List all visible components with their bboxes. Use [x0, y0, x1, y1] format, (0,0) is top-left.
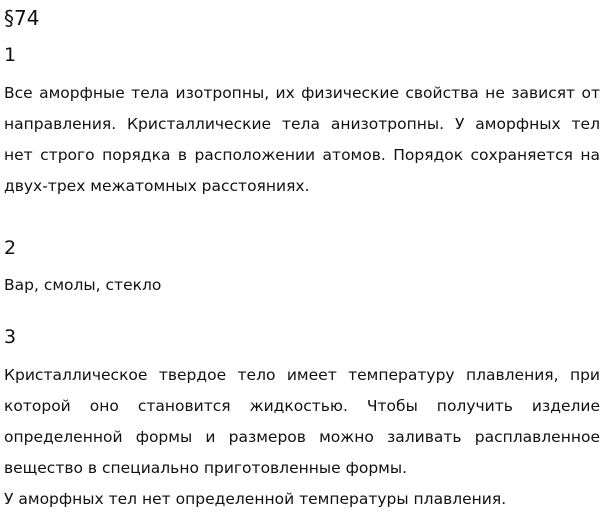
text-line: направления. Кристаллические тела анизотропны. У аморфных тел — [4, 115, 600, 133]
answer-number-1: 1 — [4, 44, 17, 66]
text-line: вещество в специально приготовленные формы. — [4, 459, 408, 477]
answer-text-2 — [4, 270, 600, 301]
answer-text-1 — [4, 78, 600, 202]
text-line: Вар, смолы, стекло — [4, 276, 162, 294]
answer-text-3 — [4, 360, 600, 515]
answer-number-2: 2 — [4, 237, 17, 259]
answer-number-3: 3 — [4, 326, 17, 348]
text-line: У аморфных тел нет определенной температуры плавления. — [4, 490, 507, 508]
text-line: которой оно становится жидкостью. Чтобы получить изделие — [4, 397, 600, 415]
text-line: Кристаллическое твердое тело имеет температуру плавления, при — [4, 366, 600, 384]
section-title: §74 — [4, 6, 40, 30]
text-line: Все аморфные тела изотропны, их физические свойства не зависят от — [4, 84, 600, 102]
text-line: нет строго порядка в расположении атомов. Порядок сохраняется на — [4, 146, 600, 164]
text-line: двух-трех межатомных расстояниях. — [4, 177, 310, 195]
text-line: определенной формы и размеров можно заливать расплавленное — [4, 428, 600, 446]
